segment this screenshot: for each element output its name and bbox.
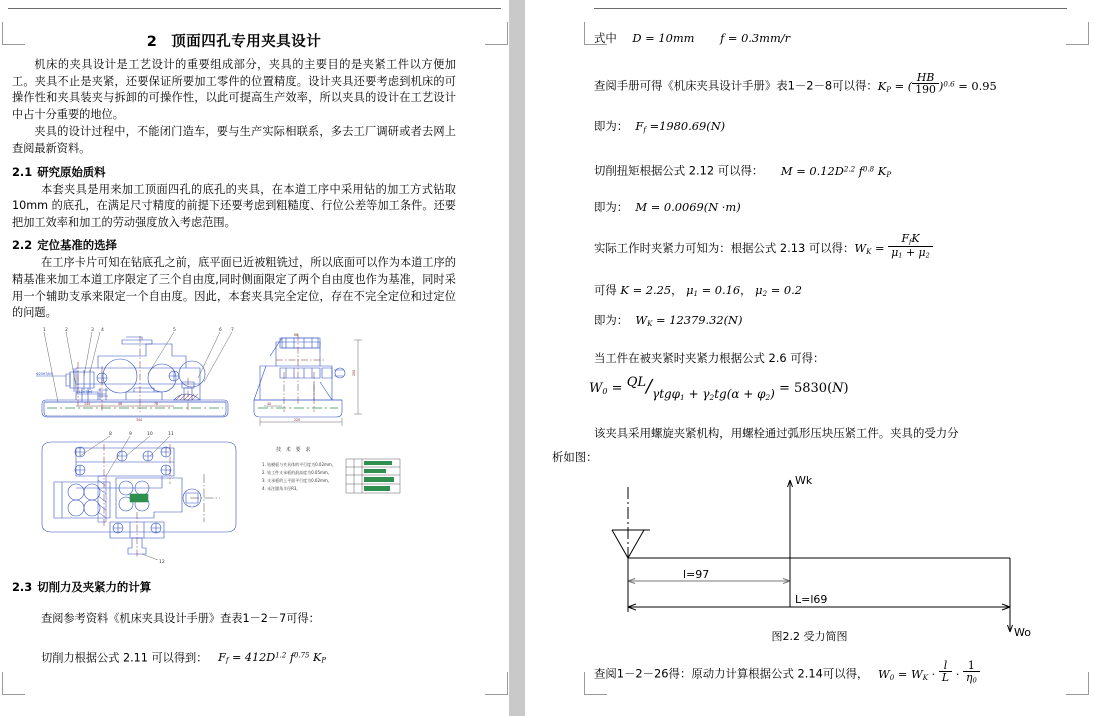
right-line-11: 该夹具采用螺旋夹紧机构，用螺栓通过弧形压块压紧工件。夹具的受力分 [594,426,959,440]
right-line-6 [594,233,933,260]
svg-text:68: 68 [294,333,299,337]
svg-text:2: 2 [65,328,68,333]
kp-result: = 0.95 [958,78,997,93]
value-mu2: $\mu_2 = 0.2$ [755,283,802,298]
right-line-9: 当工件在被夹紧时夹紧力根据公式 2.6 可得： [594,351,825,365]
right-line-10-formula [589,375,849,402]
svg-text:6: 6 [219,328,222,333]
svg-text:3. 支承板的上平面平行度为0.02mm。: 3. 支承板的上平面平行度为0.02mm。 [262,478,332,483]
svg-text:技 术 要 求: 技 术 要 求 [276,447,312,453]
svg-text:4. 未注圆角半径R3。: 4. 未注圆角半径R3。 [262,486,301,491]
svg-text:7: 7 [231,328,234,333]
formula-Wk: $W_K$ = $\frac{F_fK}{\mu_1 + \mu_2}$ [854,241,932,255]
right-line-4-lead: 切削扭矩根据公式 2.12 可以得： [594,163,764,178]
section-2-3-block [12,573,456,670]
crop-mark-bottom-left [2,672,25,695]
right-line-1-lead: 式中 [594,31,617,45]
crop-mark-bottom-right [485,672,508,695]
svg-text:200: 200 [352,369,356,376]
right-line-2-lead: 查阅手册可得《机床夹具设计手册》表1－2－8可以得： [594,78,878,93]
right-line-8-lead: 即为： [594,313,629,327]
svg-text:11: 11 [168,432,174,437]
svg-text:3: 3 [91,328,94,333]
force-label-wk: Wk [795,474,813,487]
intro-paragraph-1: 机床的夹具设计是工艺设计的重要组成部分，夹具的主要目的是夹紧工件以方便加工。夹具不止是夹紧，还要保证所要加工零件的位置精度。设计夹具还要考虑到机床的可操作性和夹具装夹与拆卸的可操作性，以此可提高生产效率，所以夹具的设计在工艺设计中占十分重要的地位。 [12,58,456,121]
right-line-8 [594,312,742,332]
force-dim-short: l=97 [683,568,710,581]
right-line-12: 析如图： [552,450,598,464]
left-text-block [12,30,456,323]
heading-2-1-number: 2.1 [12,164,33,179]
svg-text:4: 4 [101,328,104,333]
section-2-3-line-2 [12,648,456,670]
right-line-3 [594,118,725,138]
right-line-3-lead: 即为： [594,119,629,133]
svg-text:1: 1 [43,328,46,333]
heading-2-3 [12,579,456,595]
formula-Wk-value: $W_K = 12379.32(N)$ [631,313,743,328]
svg-text:1. 钻模板与夹具体的平行度为0.02mm。: 1. 钻模板与夹具体的平行度为0.02mm。 [262,462,336,467]
right-line-13 [594,660,980,685]
intro-paragraph-2: 夹具的设计过程中，不能闭门造车，要与生产实际相联系，多去工厂调研或者去网上查阅最新资料。 [12,125,456,155]
value-K: K = 2.25 [620,283,672,297]
crop-mark-bottom-right-right-page [1066,672,1089,695]
page-gutter [509,0,525,716]
right-line-4 [594,160,891,182]
fixture-assembly-drawing [14,326,454,571]
page-header-rule-right [594,8,1067,9]
svg-text:40: 40 [267,402,272,406]
page-header-rule [8,8,501,9]
force-dim-long: L=l69 [795,593,828,606]
svg-text:5: 5 [173,328,176,333]
heading-2-2-text: 定位基准的选择 [37,238,117,253]
right-line-7: 可得 K = 2.25， $\mu_1 = 0.16$， $\mu_2 = 0.2$ [594,283,802,298]
frac-numerator-HB: HB [916,71,935,84]
page-title [12,30,456,51]
formula-cutting-force: $F_f = 412D^{1.2}$ $f^{0.75}$ $K_P$ [210,651,327,665]
right-line-5 [594,199,741,216]
formula-M-value: M = 0.0069(N ·m) [631,200,741,214]
section-2-3-line-1: 查阅参考资料《机床夹具设计手册》查表1－2－7可得： [41,612,320,625]
svg-text:78: 78 [154,402,159,406]
heading-2-2 [12,237,456,253]
svg-text:12: 12 [159,560,165,565]
right-line-5-lead: 即为： [594,200,629,214]
svg-text:Ф20Н7/h6: Ф20Н7/h6 [36,372,53,376]
heading-2-1 [12,164,456,180]
right-line-7-lead: 可得 [594,283,617,297]
variable-D: D = 10mm [632,31,695,45]
paragraph-2-2: 在工序卡片可知在钻底孔之前，底平面已近被粗铣过，所以底面可以作为本道工序的精基准来加工本道工序限定了三个自由度,同时侧面限定了两个自由度也作为基准，同时采用一个辅助支承来限定一个自由度。因此，本套夹具完全定位，存在不完全定位和过定位的问题。 [12,256,456,320]
formula-Kp: $K_P$ = ( $\frac{HB}{190}$ )$^{0.6}$ = 0.95 [877,71,997,97]
heading-2-3-number: 2.3 [12,580,33,594]
svg-text:Ф12Н7/h6: Ф12Н7/h6 [76,390,93,394]
svg-text:220: 220 [294,418,301,422]
exponent-06: 0.6 [943,79,955,89]
right-line-13-lead: 查阅1－2－26得：原动力计算根据公式 2.14可以得， [594,666,869,681]
page-title-text: 顶面四孔专用夹具设计 [171,34,322,50]
frac-denominator-190: 190 [915,83,936,97]
right-line-6-lead: 实际工作时夹紧力可知为：根据公式 2.13 可以得： [594,240,855,255]
formula-torque: $M = 0.12D^{2.2}$ $f^{0.8}$ $K_P$ [780,163,892,179]
heading-2-3-text: 切削力及夹紧力的计算 [37,580,152,594]
crop-mark-top-right-right-page [1066,22,1089,45]
force-label-wo: Wo [1014,626,1031,639]
page-title-number: 2 [146,34,158,50]
right-line-1 [594,30,790,47]
svg-text:10: 10 [147,432,153,437]
svg-text:9: 9 [129,432,132,437]
svg-text:344: 344 [136,418,143,422]
right-line-2 [594,72,997,97]
formula-W0-final: $W_0 = W_K$ · $\frac{l}{L}$ · $\frac{1}{\eta_0}$ [878,667,980,681]
svg-text:144: 144 [84,402,91,406]
heading-2-2-number: 2.2 [12,238,33,253]
variable-f: f = 0.3mm/r [720,31,791,45]
paragraph-2-1: 本套夹具是用来加工顶面四孔的底孔的夹具，在本道工序中采用钻的加工方式钻取 10mm 的底孔，在满足尺寸精度的前提下还要考虑到粗糙度、行位公差等加工条件。还要把加工效率和加工的劳动强度放入考虑范围。 [12,182,456,229]
heading-2-1-text: 研究原始质料 [37,164,106,179]
figure-caption: 图2.2 受力简图 [771,630,848,643]
formula-W0: $W_0$ = QL∕γtgφ$_1$ + $\gamma_2tg(\alpha + \varphi_2) = 5830(N)$ [589,375,849,402]
section-2-3-line-2-lead: 切削力根据公式 2.11 可以得到： [41,651,208,665]
page-right [525,0,1094,716]
svg-text:2. 钻工件支承板的最高度为0.05mm。: 2. 钻工件支承板的最高度为0.05mm。 [262,470,332,475]
crop-mark-top-right [485,22,508,45]
svg-text:46: 46 [118,402,123,406]
value-mu1: $\mu_1 = 0.16$ [686,283,741,298]
svg-text:8: 8 [109,432,112,437]
formula-Ff-value: $F_f =1980.69(N)$ [631,119,726,134]
page-left [0,0,509,716]
